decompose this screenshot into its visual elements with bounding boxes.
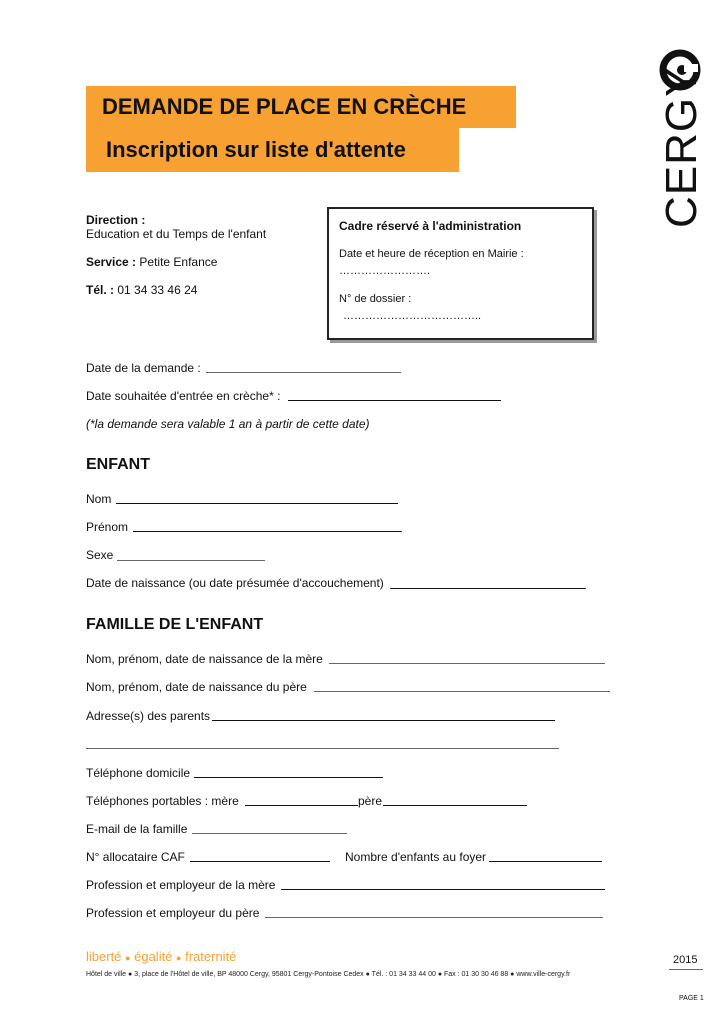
prof-pere-field[interactable] xyxy=(265,917,603,918)
service-label: Service : xyxy=(86,255,137,269)
tel-label: Tél. : xyxy=(86,283,115,297)
sexe-field[interactable] xyxy=(117,560,265,561)
motto-fraternite: fraternité xyxy=(185,949,237,964)
adresse-field[interactable] xyxy=(212,720,555,721)
nb-enfants-label: Nombre d'enfants au foyer xyxy=(345,850,487,864)
adresse-field-2[interactable] xyxy=(86,748,559,749)
year-label: 2015 xyxy=(673,954,698,966)
tel-domicile-label: Téléphone domicile xyxy=(86,766,191,780)
admin-date-dots: ……………………. xyxy=(339,265,431,277)
year-underline xyxy=(669,969,703,970)
prof-pere-label: Profession et employeur du père xyxy=(86,906,260,920)
admin-dossier-dots: ……………………………….. xyxy=(343,310,482,322)
admin-title: Cadre réservé à l'administration xyxy=(339,219,522,233)
prenom-label: Prénom xyxy=(86,520,129,534)
mere-label: Nom, prénom, date de naissance de la mère xyxy=(86,652,323,666)
tel-pere-label: père xyxy=(358,794,383,808)
pere-label: Nom, prénom, date de naissance du père xyxy=(86,680,307,694)
prof-mere-label: Profession et employeur de la mère xyxy=(86,878,276,892)
footer-address: Hôtel de ville ● 3, place de l'Hôtel de ville, BP 48000 Cergy, 95801 Cergy-Pontoise Cedex ● Tél. : 01 34 33 44 00 ● Fax : 01 30 30 46 88 ● www.ville-cergy.fr xyxy=(86,971,571,978)
motto-dot-icon: ● xyxy=(125,953,131,963)
service-line xyxy=(86,255,306,269)
adresse-label: Adresse(s) des parents xyxy=(86,709,211,723)
admin-dossier-label: N° de dossier : xyxy=(339,293,412,305)
email-label: E-mail de la famille xyxy=(86,822,188,836)
motto-liberte: liberté xyxy=(86,949,122,964)
motto-dot-icon: ● xyxy=(176,953,182,963)
direction-value: Education et du Temps de l'enfant xyxy=(86,227,267,241)
footer-motto xyxy=(86,949,236,964)
service-value: Petite Enfance xyxy=(139,255,218,269)
naissance-label: Date de naissance (ou date présumée d'accouchement) xyxy=(86,576,384,590)
date-demande-field[interactable] xyxy=(206,372,401,373)
cergy-logo xyxy=(648,28,708,238)
tel-value: 01 34 33 46 24 xyxy=(117,283,198,297)
date-entree-field[interactable] xyxy=(288,400,501,401)
caf-label: N° allocataire CAF xyxy=(86,850,185,864)
email-field[interactable] xyxy=(192,833,347,834)
tel-domicile-field[interactable] xyxy=(194,777,383,778)
motto-egalite: égalité xyxy=(134,949,173,964)
mere-field[interactable] xyxy=(329,663,605,664)
tel-portables-label: Téléphones portables : mère xyxy=(86,794,239,808)
section-famille: FAMILLE DE L'ENFANT xyxy=(86,616,264,633)
tel-pere-field[interactable] xyxy=(383,805,527,806)
naissance-field[interactable] xyxy=(390,588,586,589)
admin-date-label: Date et heure de réception en Mairie : xyxy=(339,248,524,260)
admin-box xyxy=(327,207,594,340)
nb-enfants-field[interactable] xyxy=(489,861,602,862)
direction-label: Direction : xyxy=(86,213,146,227)
nom-label: Nom xyxy=(86,492,112,506)
tel-line xyxy=(86,283,306,297)
page-number: PAGE 1 xyxy=(679,995,704,1002)
page-subtitle: Inscription sur liste d'attente xyxy=(86,128,459,172)
contact-block xyxy=(86,213,306,297)
pere-field[interactable] xyxy=(314,691,610,692)
logo-text: CERGY xyxy=(657,66,706,228)
nom-field[interactable] xyxy=(116,503,398,504)
date-demande-label: Date de la demande : xyxy=(86,361,201,375)
validity-note: (*la demande sera valable 1 an à partir de cette date) xyxy=(86,417,370,431)
tel-mere-field[interactable] xyxy=(245,805,358,806)
caf-field[interactable] xyxy=(190,861,330,862)
prenom-field[interactable] xyxy=(133,531,402,532)
section-enfant: ENFANT xyxy=(86,456,150,473)
sexe-label: Sexe xyxy=(86,548,114,562)
page-title: DEMANDE DE PLACE EN CRÈCHE xyxy=(86,86,516,128)
date-entree-label: Date souhaitée d'entrée en crèche* : xyxy=(86,389,281,403)
prof-mere-field[interactable] xyxy=(281,889,605,890)
